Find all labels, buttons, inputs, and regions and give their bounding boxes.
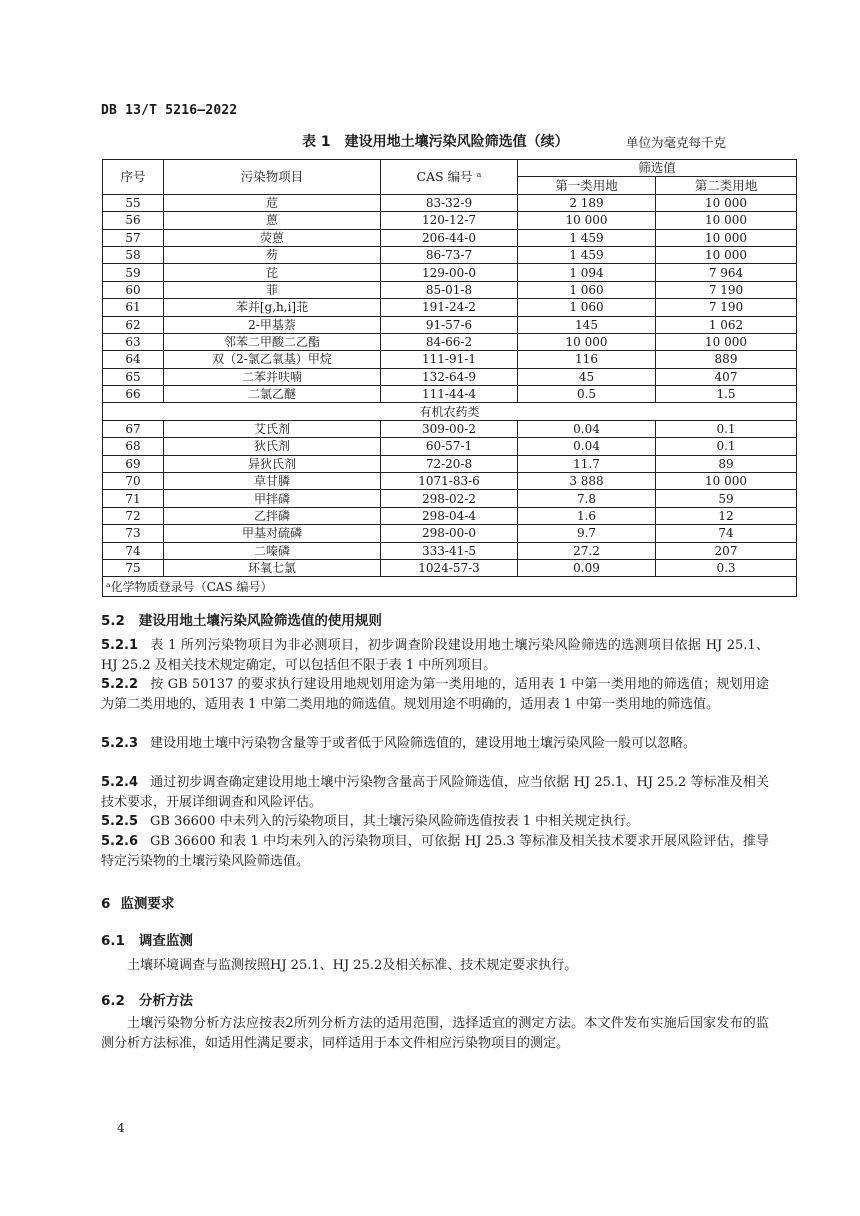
- cell-class2: 0.3: [656, 559, 797, 576]
- section-6-2-text: 土壤污染物分析方法应按表2所列分析方法的适用范围，选择适宜的测定方法。本文件发布实施后国家发布的监测分析方法标准，如适用性满足要求，同样适用于本文件相应污染物项目的测定。: [101, 1016, 769, 1051]
- cell-class2: 0.1: [656, 420, 797, 437]
- cell-cas: 83-32-9: [381, 194, 518, 211]
- table-row: [103, 351, 797, 368]
- cell-class2: 74: [656, 525, 797, 542]
- table-row: [103, 194, 797, 211]
- cell-seq: 55: [103, 194, 164, 211]
- column-header-class2: 第二类用地: [656, 177, 797, 194]
- cell-cas: 333-41-5: [381, 542, 518, 559]
- cell-item: 荧蒽: [164, 229, 381, 246]
- cell-class2: 1.5: [656, 386, 797, 403]
- cell-class2: 10 000: [656, 194, 797, 211]
- cell-item: 苯并[g,h,i]苝: [164, 299, 381, 316]
- cell-class2: 59: [656, 490, 797, 507]
- clause-number: 5.2.4: [101, 775, 139, 790]
- cell-seq: 75: [103, 559, 164, 576]
- cell-class1: 45: [518, 368, 656, 385]
- cell-class2: 10 000: [656, 473, 797, 490]
- table-unit: 单位为毫克每千克: [626, 135, 727, 150]
- section-number: 6.2: [101, 993, 125, 1009]
- clause-text: 按 GB 50137 的要求执行建设用地规划用途为第一类用地的，适用表 1 中第一类用地的筛选值；规划用途为第二类用地的，适用表 1 中第二类用地的筛选值。规划用途不明确的，适用表 1 中第一类用地的筛选值。: [101, 677, 769, 712]
- table-body-a: [103, 194, 797, 403]
- category-row: [103, 403, 797, 420]
- table-row: [103, 229, 797, 246]
- section-6-1-text: 土壤环境调查与监测按照HJ 25.1、HJ 25.2及相关标准、技术规定要求执行。: [127, 958, 578, 973]
- cell-class2: 10 000: [656, 212, 797, 229]
- cell-seq: 63: [103, 333, 164, 350]
- cell-class1: 145: [518, 316, 656, 333]
- category-label: 有机农药类: [103, 403, 797, 420]
- cell-cas: 86-73-7: [381, 246, 518, 263]
- cell-cas: 84-66-2: [381, 333, 518, 350]
- cell-cas: 85-01-8: [381, 281, 518, 298]
- cell-seq: 68: [103, 438, 164, 455]
- cell-class1: 2 189: [518, 194, 656, 211]
- cell-item: 狄氏剂: [164, 438, 381, 455]
- cell-seq: 57: [103, 229, 164, 246]
- cell-cas: 298-02-2: [381, 490, 518, 507]
- table-row: [103, 559, 797, 576]
- table-row: [103, 542, 797, 559]
- table-row: [103, 281, 797, 298]
- cell-cas: 309-00-2: [381, 420, 518, 437]
- cell-seq: 72: [103, 507, 164, 524]
- cell-class1: 1 060: [518, 281, 656, 298]
- clause-text: 表 1 所列污染物项目为非必测项目，初步调查阶段建设用地土壤污染风险筛选的选测项目依据 HJ 25.1、HJ 25.2 及相关技术规定确定，可以包括但不限于表 1 中所列项目。: [101, 638, 769, 673]
- section-title: 监测要求: [120, 896, 175, 912]
- page-number: 4: [117, 1121, 125, 1135]
- clause-number: 5.2.6: [101, 834, 139, 849]
- screening-values-table: [102, 159, 797, 597]
- cell-class1: 10 000: [518, 333, 656, 350]
- section-6-1-heading: [101, 929, 193, 949]
- cell-cas: 111-44-4: [381, 386, 518, 403]
- table-footnote: ᵃ化学物质登录号（CAS 编号）: [103, 577, 797, 597]
- cell-item: 乙拌磷: [164, 507, 381, 524]
- table-row: [103, 386, 797, 403]
- table-row: [103, 212, 797, 229]
- cell-seq: 59: [103, 264, 164, 281]
- cell-item: 二氯乙醚: [164, 386, 381, 403]
- clause-number: 5.2.2: [101, 677, 139, 692]
- cell-item: 芴: [164, 246, 381, 263]
- cell-class2: 407: [656, 368, 797, 385]
- table-row: [103, 264, 797, 281]
- cell-class2: 207: [656, 542, 797, 559]
- clause-text: GB 36600 和表 1 中均未列入的污染物项目，可依据 HJ 25.3 等标准及相关技术要求开展风险评估，推导特定污染物的土壤污染风险筛选值。: [101, 834, 769, 869]
- cell-seq: 66: [103, 386, 164, 403]
- cell-seq: 62: [103, 316, 164, 333]
- cell-item: 草甘膦: [164, 473, 381, 490]
- cell-item: 邻苯二甲酸二乙酯: [164, 333, 381, 350]
- cell-class2: 10 000: [656, 333, 797, 350]
- table-body-b: [103, 420, 797, 577]
- cell-class2: 10 000: [656, 246, 797, 263]
- cell-seq: 58: [103, 246, 164, 263]
- cell-cas: 191-24-2: [381, 299, 518, 316]
- column-header-item: 污染物项目: [164, 160, 381, 195]
- cell-class1: 1 459: [518, 246, 656, 263]
- cell-cas: 132-64-9: [381, 368, 518, 385]
- cell-item: 艾氏剂: [164, 420, 381, 437]
- cell-item: 二嗪磷: [164, 542, 381, 559]
- cell-class2: 1 062: [656, 316, 797, 333]
- cell-class1: 11.7: [518, 455, 656, 472]
- cell-class1: 116: [518, 351, 656, 368]
- clause-5-2-4: [101, 773, 769, 812]
- cell-class2: 7 964: [656, 264, 797, 281]
- clause-text: 建设用地土壤中污染物含量等于或者低于风险筛选值的，建设用地土壤污染风险一般可以忽略。: [150, 736, 697, 751]
- table-row: [103, 438, 797, 455]
- section-title: 调查监测: [138, 933, 193, 949]
- section-6-heading: [101, 892, 174, 912]
- cell-seq: 64: [103, 351, 164, 368]
- cell-class1: 0.5: [518, 386, 656, 403]
- cell-seq: 56: [103, 212, 164, 229]
- column-header-screening: 筛选值: [518, 160, 797, 177]
- cell-class2: 0.1: [656, 438, 797, 455]
- cell-class1: 0.04: [518, 438, 656, 455]
- cell-class1: 1 459: [518, 229, 656, 246]
- clause-5-2-1: [101, 636, 769, 675]
- cell-seq: 60: [103, 281, 164, 298]
- cell-class1: 1 094: [518, 264, 656, 281]
- clause-5-2-2: [101, 675, 769, 714]
- clause-text: 通过初步调查确定建设用地土壤中污染物含量高于风险筛选值，应当依据 HJ 25.1、HJ 25.2 等标准及相关技术要求，开展详细调查和风险评估。: [101, 775, 769, 810]
- cell-class2: 889: [656, 351, 797, 368]
- table-row: [103, 473, 797, 490]
- cell-item: 双（2-氯乙氧基）甲烷: [164, 351, 381, 368]
- cell-class1: 9.7: [518, 525, 656, 542]
- cell-cas: 72-20-8: [381, 455, 518, 472]
- table-row: [103, 316, 797, 333]
- clause-5-2-5: [101, 812, 769, 832]
- cell-cas: 298-00-0: [381, 525, 518, 542]
- cell-cas: 129-00-0: [381, 264, 518, 281]
- cell-item: 二苯并呋喃: [164, 368, 381, 385]
- clause-5-2-3: [101, 734, 769, 754]
- table-row: [103, 455, 797, 472]
- cell-class1: 7.8: [518, 490, 656, 507]
- cell-seq: 65: [103, 368, 164, 385]
- cell-item: 苊: [164, 194, 381, 211]
- cell-seq: 71: [103, 490, 164, 507]
- column-header-class1: 第一类用地: [518, 177, 656, 194]
- section-number: 6.1: [101, 933, 125, 949]
- cell-seq: 73: [103, 525, 164, 542]
- cell-item: 异狄氏剂: [164, 455, 381, 472]
- cell-item: 2-甲基萘: [164, 316, 381, 333]
- table-row: [103, 420, 797, 437]
- table-row: [103, 368, 797, 385]
- cell-cas: 1024-57-3: [381, 559, 518, 576]
- cell-item: 环氧七氯: [164, 559, 381, 576]
- cell-class2: 89: [656, 455, 797, 472]
- section-5-2-heading: [101, 609, 382, 629]
- cell-cas: 1071-83-6: [381, 473, 518, 490]
- clause-number: 5.2.5: [101, 814, 139, 829]
- cell-cas: 111-91-1: [381, 351, 518, 368]
- cell-cas: 206-44-0: [381, 229, 518, 246]
- cell-class1: 10 000: [518, 212, 656, 229]
- cell-seq: 67: [103, 420, 164, 437]
- section-number: 6: [101, 896, 111, 912]
- cell-item: 甲拌磷: [164, 490, 381, 507]
- document-id: DB 13/T 5216—2022: [101, 103, 238, 118]
- table-title: 表 1 建设用地土壤污染风险筛选值（续）: [302, 134, 569, 150]
- table-row: [103, 507, 797, 524]
- cell-seq: 61: [103, 299, 164, 316]
- cell-item: 菲: [164, 281, 381, 298]
- cell-item: 甲基对硫磷: [164, 525, 381, 542]
- cell-class1: 0.09: [518, 559, 656, 576]
- clause-number: 5.2.3: [101, 736, 139, 751]
- cell-class1: 1 060: [518, 299, 656, 316]
- cell-class1: 3 888: [518, 473, 656, 490]
- table-row: [103, 246, 797, 263]
- cell-item: 蒽: [164, 212, 381, 229]
- cell-seq: 74: [103, 542, 164, 559]
- cell-cas: 60-57-1: [381, 438, 518, 455]
- cell-seq: 69: [103, 455, 164, 472]
- cell-cas: 298-04-4: [381, 507, 518, 524]
- cell-class2: 7 190: [656, 299, 797, 316]
- column-header-cas: CAS 编号 ᵃ: [381, 160, 518, 195]
- table-row: [103, 490, 797, 507]
- column-header-seq: 序号: [103, 160, 164, 195]
- section-title: 分析方法: [138, 993, 193, 1009]
- table-row: [103, 333, 797, 350]
- cell-cas: 91-57-6: [381, 316, 518, 333]
- section-title: 建设用地土壤污染风险筛选值的使用规则: [138, 613, 382, 629]
- table-row: [103, 525, 797, 542]
- section-number: 5.2: [101, 613, 125, 629]
- clause-5-2-6: [101, 832, 769, 871]
- table-row: [103, 299, 797, 316]
- cell-seq: 70: [103, 473, 164, 490]
- cell-item: 芘: [164, 264, 381, 281]
- cell-class2: 10 000: [656, 229, 797, 246]
- cell-cas: 120-12-7: [381, 212, 518, 229]
- cell-class1: 27.2: [518, 542, 656, 559]
- clause-text: GB 36600 中未列入的污染物项目，其土壤污染风险筛选值按表 1 中相关规定执行。: [150, 814, 640, 829]
- cell-class1: 0.04: [518, 420, 656, 437]
- clause-number: 5.2.1: [101, 638, 139, 653]
- cell-class2: 12: [656, 507, 797, 524]
- section-6-2-heading: [101, 989, 193, 1009]
- cell-class2: 7 190: [656, 281, 797, 298]
- cell-class1: 1.6: [518, 507, 656, 524]
